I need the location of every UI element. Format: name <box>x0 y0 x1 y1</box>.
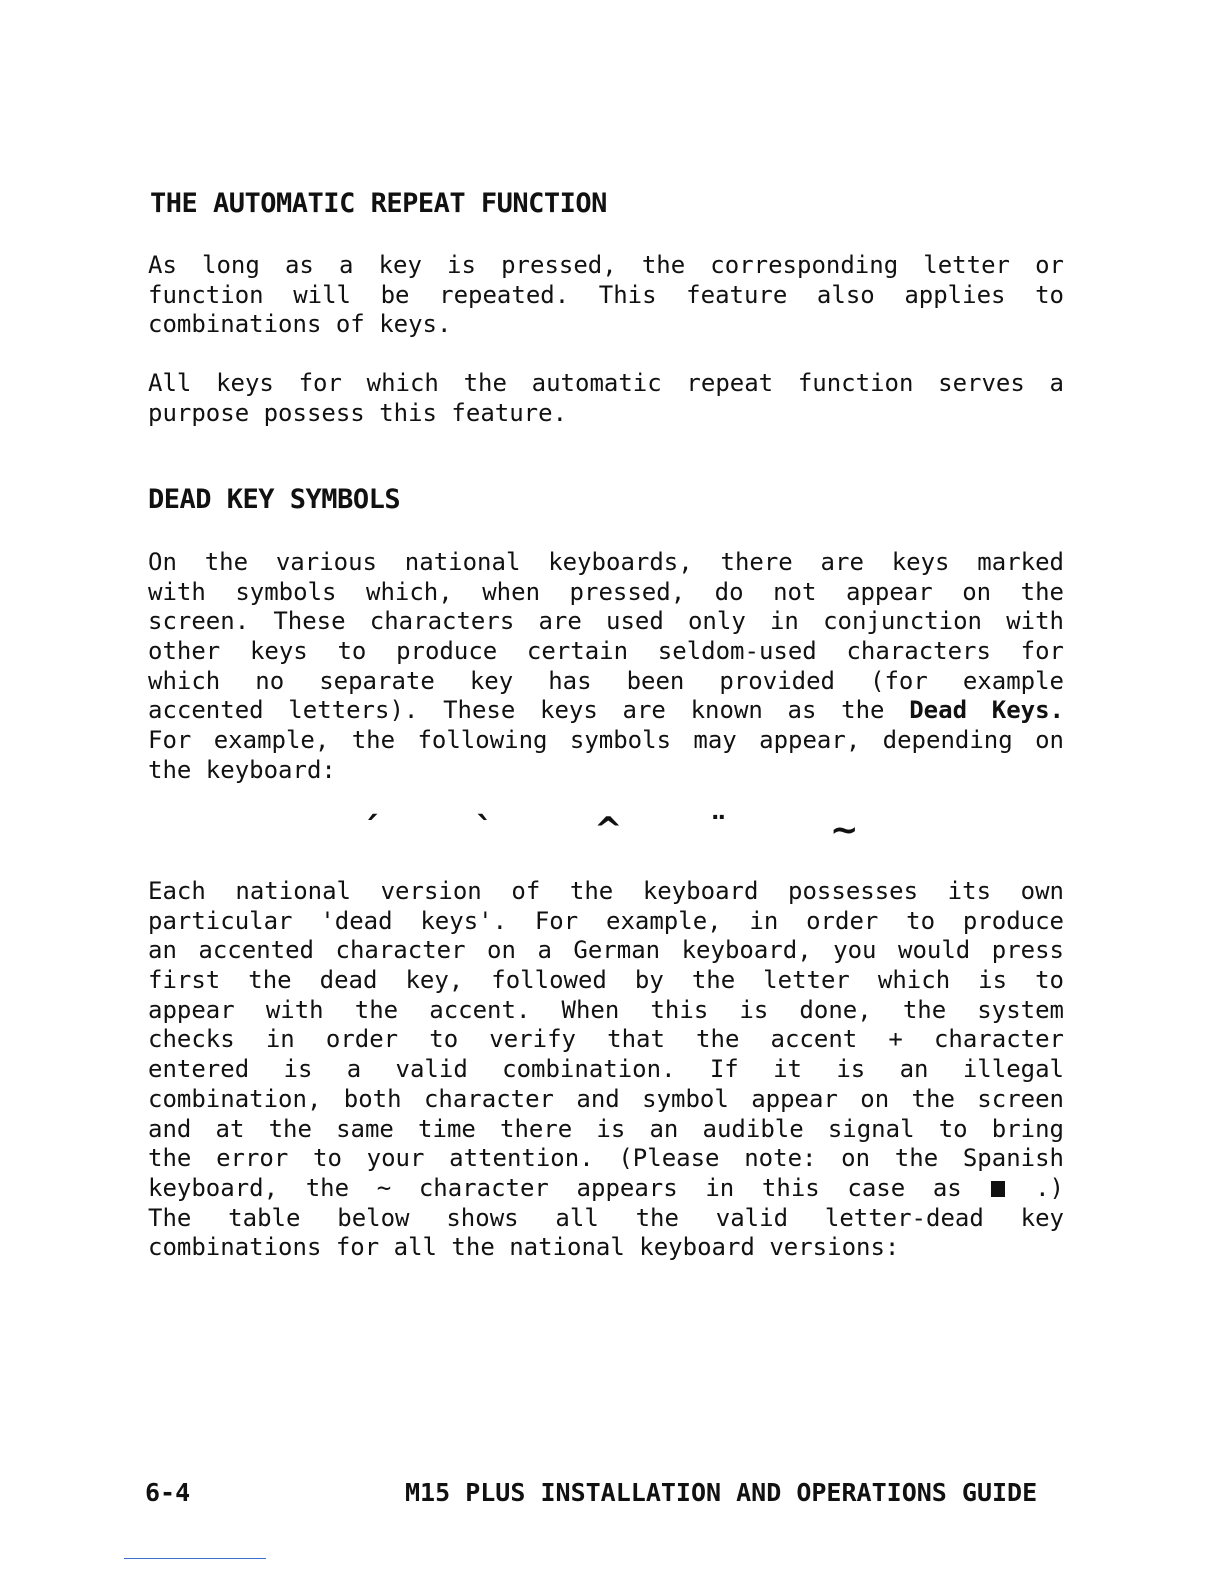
paragraph-repeat-keys <box>148 369 1064 428</box>
dead-keys-term: Dead Keys. <box>909 696 1064 725</box>
text-line: and at the same time there is an audible signal to bring <box>148 1114 1064 1143</box>
text-run: accented letters). These keys are known as the <box>148 696 885 725</box>
circumflex-symbol: ^ <box>594 810 623 850</box>
text-run: keyboard, the ~ character appears in this case as <box>148 1173 962 1202</box>
acute-accent-symbol: ´ <box>362 810 379 850</box>
text-line: other keys to produce certain seldom-used characters for <box>148 637 1064 666</box>
heading-dead-key-symbols: DEAD KEY SYMBOLS <box>148 484 401 515</box>
heading-automatic-repeat: THE AUTOMATIC REPEAT FUNCTION <box>150 188 607 219</box>
text-line: first the dead key, followed by the letter which is to <box>148 966 1064 995</box>
text-line: which no separate key has been provided (for example <box>148 666 1064 695</box>
text-line: the keyboard: <box>148 755 336 784</box>
solid-square-glyph <box>991 1181 1005 1197</box>
text-line: For example, the following symbols may appear, depending on <box>148 726 1064 755</box>
text-line: function will be repeated. This feature also applies to <box>148 280 1064 309</box>
paragraph-dead-keys-usage <box>148 877 1064 1263</box>
text-line: On the various national keyboards, there are keys marked <box>148 548 1064 576</box>
diaeresis-symbol: ¨ <box>710 810 727 850</box>
guide-title: M15 PLUS INSTALLATION AND OPERATIONS GUIDE <box>405 1478 1038 1507</box>
page-number: 6-4 <box>145 1478 191 1507</box>
text-line: The table below shows all the valid letter-dead key <box>148 1203 1064 1232</box>
grave-accent-symbol: ` <box>476 810 493 850</box>
text-line: combination, both character and symbol appear on the screen <box>148 1084 1064 1113</box>
text-line: purpose possess this feature. <box>148 398 568 427</box>
text-run: .) <box>1035 1173 1064 1202</box>
text-line: the error to your attention. (Please note: on the Spanish <box>148 1144 1064 1173</box>
text-line: particular 'dead keys'. For example, in order to produce <box>148 906 1064 935</box>
text-line: As long as a key is pressed, the corresponding letter or <box>148 251 1064 279</box>
text-line: combinations of keys. <box>148 310 452 339</box>
text-line: screen. These characters are used only in conjunction with <box>148 607 1064 636</box>
text-line: an accented character on a German keyboard, you would press <box>148 936 1064 965</box>
footer-divider <box>124 1558 266 1559</box>
text-line: entered is a valid combination. If it is an illegal <box>148 1055 1064 1084</box>
paragraph-repeat-description <box>148 251 1064 340</box>
text-line: checks in order to verify that the accent + character <box>148 1025 1064 1054</box>
text-line: All keys for which the automatic repeat function serves a <box>148 369 1064 397</box>
text-line: with symbols which, when pressed, do not appear on the <box>148 577 1064 606</box>
text-line: appear with the accent. When this is done, the system <box>148 995 1064 1024</box>
dead-key-symbols-row <box>0 812 1224 848</box>
paragraph-dead-keys-intro <box>148 548 1064 786</box>
text-line-with-bold <box>148 696 1064 726</box>
tilde-symbol: ~ <box>830 810 859 850</box>
text-line: Each national version of the keyboard possesses its own <box>148 877 1064 905</box>
text-line: combinations for all the national keyboard versions: <box>148 1233 900 1262</box>
text-line-spanish-note <box>148 1174 1064 1204</box>
